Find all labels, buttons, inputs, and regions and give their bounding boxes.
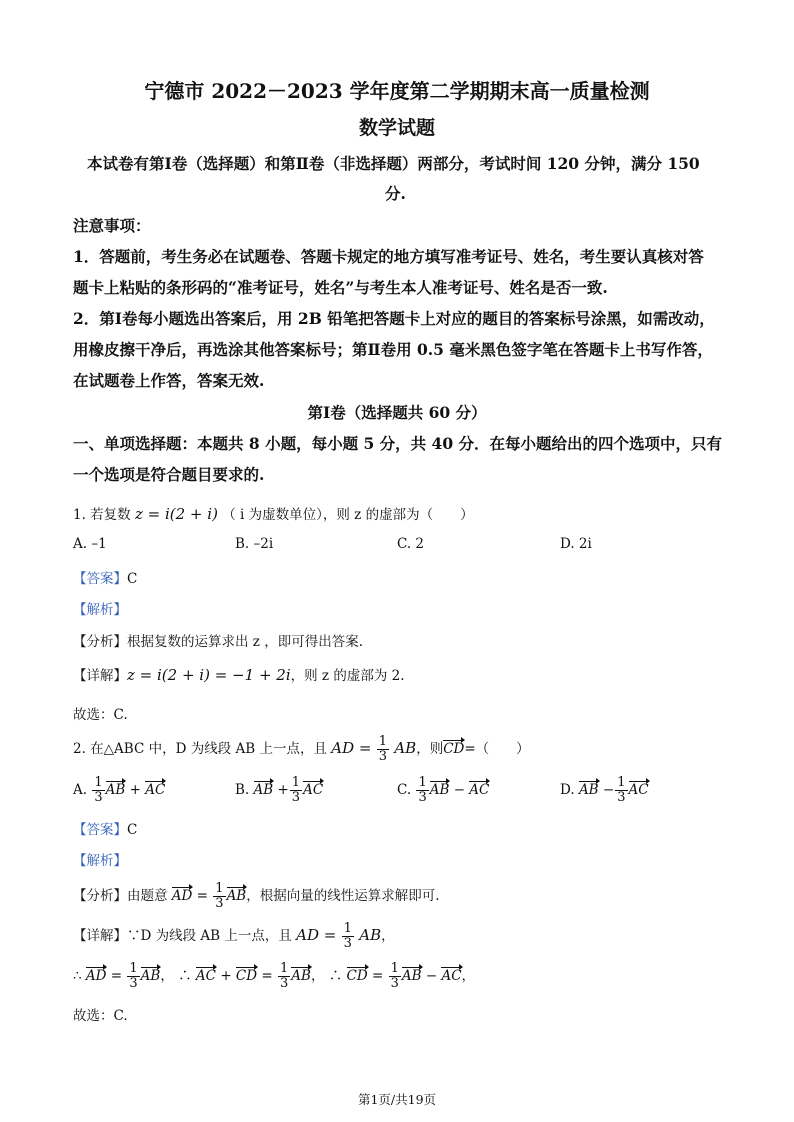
vector-ab: AB <box>578 782 599 798</box>
q2-suffix-post: =（ ） <box>464 741 530 757</box>
fraction-one-third: $\frac{1}{3}$ <box>418 775 427 805</box>
vector-ac: AC <box>195 968 217 984</box>
intro-line-1: 本试卷有第Ⅰ卷（选择题）和第Ⅱ卷（非选择题）两部分，考试时间 120 分钟，满分 150 <box>87 154 700 173</box>
vector-ab: AB <box>429 782 450 798</box>
q1-answer <box>73 567 137 587</box>
vector-ac: AC <box>469 782 490 798</box>
vector-ac: AC <box>145 782 166 798</box>
q2-stem <box>73 735 530 764</box>
q1-detail <box>73 664 405 684</box>
part-heading-line-2: 一个选项是符合题目要求的. <box>73 465 265 484</box>
q2-conclusion: 故选：C. <box>73 1008 128 1024</box>
q1-detail-expression: z = i(2 + i) = −1 + 2i <box>127 666 291 684</box>
q2-answer <box>73 818 137 838</box>
notice-item-1-line-1: 1．答题前，考生务必在试题卷、答题卡规定的地方填写准考证号、姓名，考生要认真核对答 <box>73 247 704 266</box>
q1-prefix: 1. 若复数 <box>73 507 131 523</box>
vector-ab: AB <box>105 782 126 798</box>
section-heading: 第Ⅰ卷（选择题共 60 分） <box>307 403 487 422</box>
fraction-one-third: $\frac{1}{3}$ <box>94 775 103 805</box>
q2-answer-tag: 【答案】 <box>73 822 127 838</box>
q1-conclusion: 故选：C. <box>73 707 128 723</box>
fraction-one-third: $\frac{1}{3}$ <box>343 921 352 951</box>
q2-derivation: ∴ AD = $\frac{1}{3}$ AB， ∴ AC + CD = $\frac{1}{3}$ AB， ∴ CD = $\frac{1}{3}$ AB − AC， <box>73 961 476 991</box>
q2-option-a: A. $\frac{1}{3}$ AB + AC <box>73 775 166 805</box>
q2-answer-value: C <box>127 822 138 838</box>
q2-option-b: B. AB + $\frac{1}{3}$ AC <box>235 775 324 805</box>
notice-item-2-line-3: 在试题卷上作答，答案无效. <box>73 371 265 390</box>
vector-ad: AD <box>85 968 107 984</box>
q2-option-c: C. $\frac{1}{3}$ AB − AC <box>397 775 490 805</box>
q1-analysis-tag: 【分析】 <box>73 634 127 650</box>
q1-detail-rest: ，则 z 的虚部为 2. <box>290 668 405 684</box>
vector-ac: AC <box>628 782 649 798</box>
page-number: 第1页/共19页 <box>357 1092 437 1107</box>
vector-ab: AB <box>253 782 274 798</box>
q2-cond-rhs: AB <box>394 739 417 757</box>
vector-cd: CD <box>346 968 368 984</box>
q2-suffix-pre: ，则 <box>416 741 444 757</box>
q1-suffix: （ i 为虚数单位），则 z 的虚部为（ ） <box>222 507 474 523</box>
exam-subtitle: 数学试题 <box>358 117 435 139</box>
q2-jiexi-tag: 【解析】 <box>73 853 127 869</box>
vector-ab: AB <box>140 968 161 984</box>
notice-item-2-line-1: 2．第Ⅰ卷每小题选出答案后，用 2B 铅笔把答题卡上对应的题目的答案标号涂黑，如需改动， <box>73 309 715 328</box>
fraction-one-third: $\frac{1}{3}$ <box>390 961 399 991</box>
q2-prefix: 2. 在△ABC 中，D 为线段 AB 上一点，且 <box>73 741 327 757</box>
q2-analysis: 【分析】由题意 AD = $\frac{1}{3}$ AB，根据向量的线性运算求解即可. <box>73 881 440 911</box>
q1-answer-value: C <box>127 571 138 587</box>
q1-option-d: D. 2i <box>560 536 592 552</box>
q1-option-c: C. 2 <box>397 536 425 552</box>
vector-cd: CD <box>443 741 465 757</box>
q1-analysis <box>73 630 363 650</box>
vector-ac: AC <box>441 968 462 984</box>
q1-expression: z = i(2 + i) <box>134 505 218 523</box>
q1-answer-tag: 【答案】 <box>73 571 127 587</box>
intro-line-2: 分. <box>385 184 406 203</box>
q2-cond-lhs: AD = <box>331 739 372 757</box>
exam-title: 宁德市 2022－2023 学年度第二学期期末高一质量检测 <box>144 79 650 103</box>
fraction-one-third: $\frac{1}{3}$ <box>617 775 626 805</box>
vector-ab: AB <box>401 968 422 984</box>
q1-stem <box>73 503 474 523</box>
vector-cd: CD <box>235 968 258 984</box>
q2-option-d: D. AB − $\frac{1}{3}$ AC <box>560 775 649 805</box>
notice-item-2-line-2: 用橡皮擦干净后，再选涂其他答案标号；第Ⅱ卷用 0.5 毫米黑色签字笔在答题卡上书写作答， <box>73 340 713 359</box>
q1-option-b: B. –2i <box>235 536 274 552</box>
vector-ac: AC <box>303 782 324 798</box>
q1-analysis-text: 根据复数的运算求出 z ，即可得出答案. <box>127 634 363 650</box>
notice-item-1-line-2: 题卡上粘贴的条形码的“准考证号，姓名”与考生本人准考证号、姓名是否一致. <box>73 278 608 297</box>
part-heading-line-1: 一、单项选择题：本题共 8 小题，每小题 5 分，共 40 分．在每小题给出的四个选项中，只有 <box>73 434 723 453</box>
q1-jiexi-tag: 【解析】 <box>73 602 127 618</box>
q1-option-a: A. –1 <box>73 536 107 552</box>
fraction-one-third: $\frac{1}{3}$ <box>279 961 289 991</box>
q1-detail-tag: 【详解】 <box>73 668 127 684</box>
vector-ad: AD <box>171 888 193 904</box>
q2-detail: 【详解】∵D 为线段 AB 上一点，且 AD = $\frac{1}{3}$ AB， <box>73 921 395 951</box>
vector-ab: AB <box>226 888 247 904</box>
fraction-one-third: $\frac{1}{3}$ <box>129 961 138 991</box>
notice-heading: 注意事项： <box>73 216 151 235</box>
fraction-one-third: $\frac{1}{3}$ <box>215 881 224 911</box>
fraction-one-third: $\frac{1}{3}$ <box>378 734 388 764</box>
fraction-one-third: $\frac{1}{3}$ <box>291 775 301 805</box>
vector-ab: AB <box>291 968 311 984</box>
